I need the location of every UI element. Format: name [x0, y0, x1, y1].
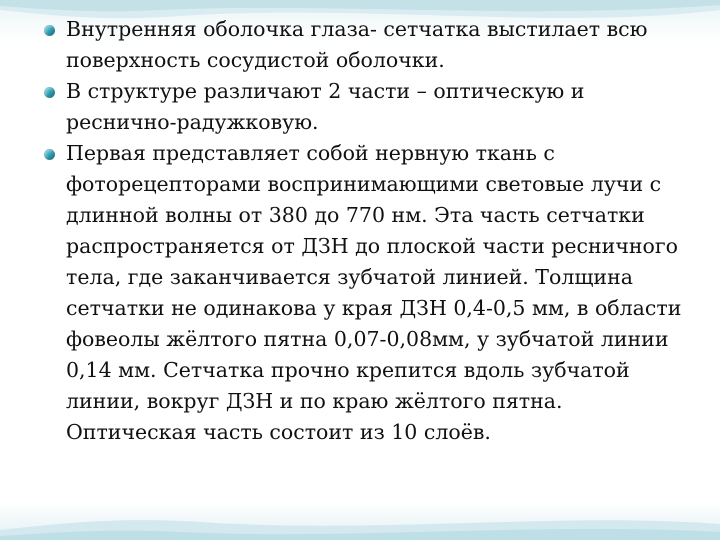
bullet-text: Внутренняя оболочка глаза- сетчатка выстилает всю поверхность сосудистой оболочки.	[66, 17, 648, 72]
bottom-wave-decoration	[0, 510, 720, 540]
bullet-item	[44, 14, 694, 76]
bullet-item	[44, 76, 694, 138]
bullet-item	[44, 138, 694, 448]
slide-content	[44, 14, 694, 448]
bullet-dot-icon	[44, 87, 55, 98]
bullet-dot-icon	[44, 25, 55, 36]
bullet-text: В структуре различают 2 части – оптическую и реснично-радужковую.	[66, 79, 585, 134]
bullet-dot-icon	[44, 149, 55, 160]
bullet-text: Первая представляет собой нервную ткань с фоторецепторами воспринимающими световые лучи с длинной волны от 380 до 770 нм. Эта часть сетчатки распространяется от ДЗН до плоской части ресничного тела, где заканчивается зубчатой линией. Толщина сетчатки не одинакова у края ДЗН 0,4-0,5 мм, в области фовеолы жёлтого пятна 0,07-0,08мм, у зубчатой линии 0,14 мм. Сетчатка прочно крепится вдоль зубчатой линии, вокруг ДЗН и по краю жёлтого пятна. Оптическая часть состоит из 10 слоёв.	[66, 141, 682, 444]
